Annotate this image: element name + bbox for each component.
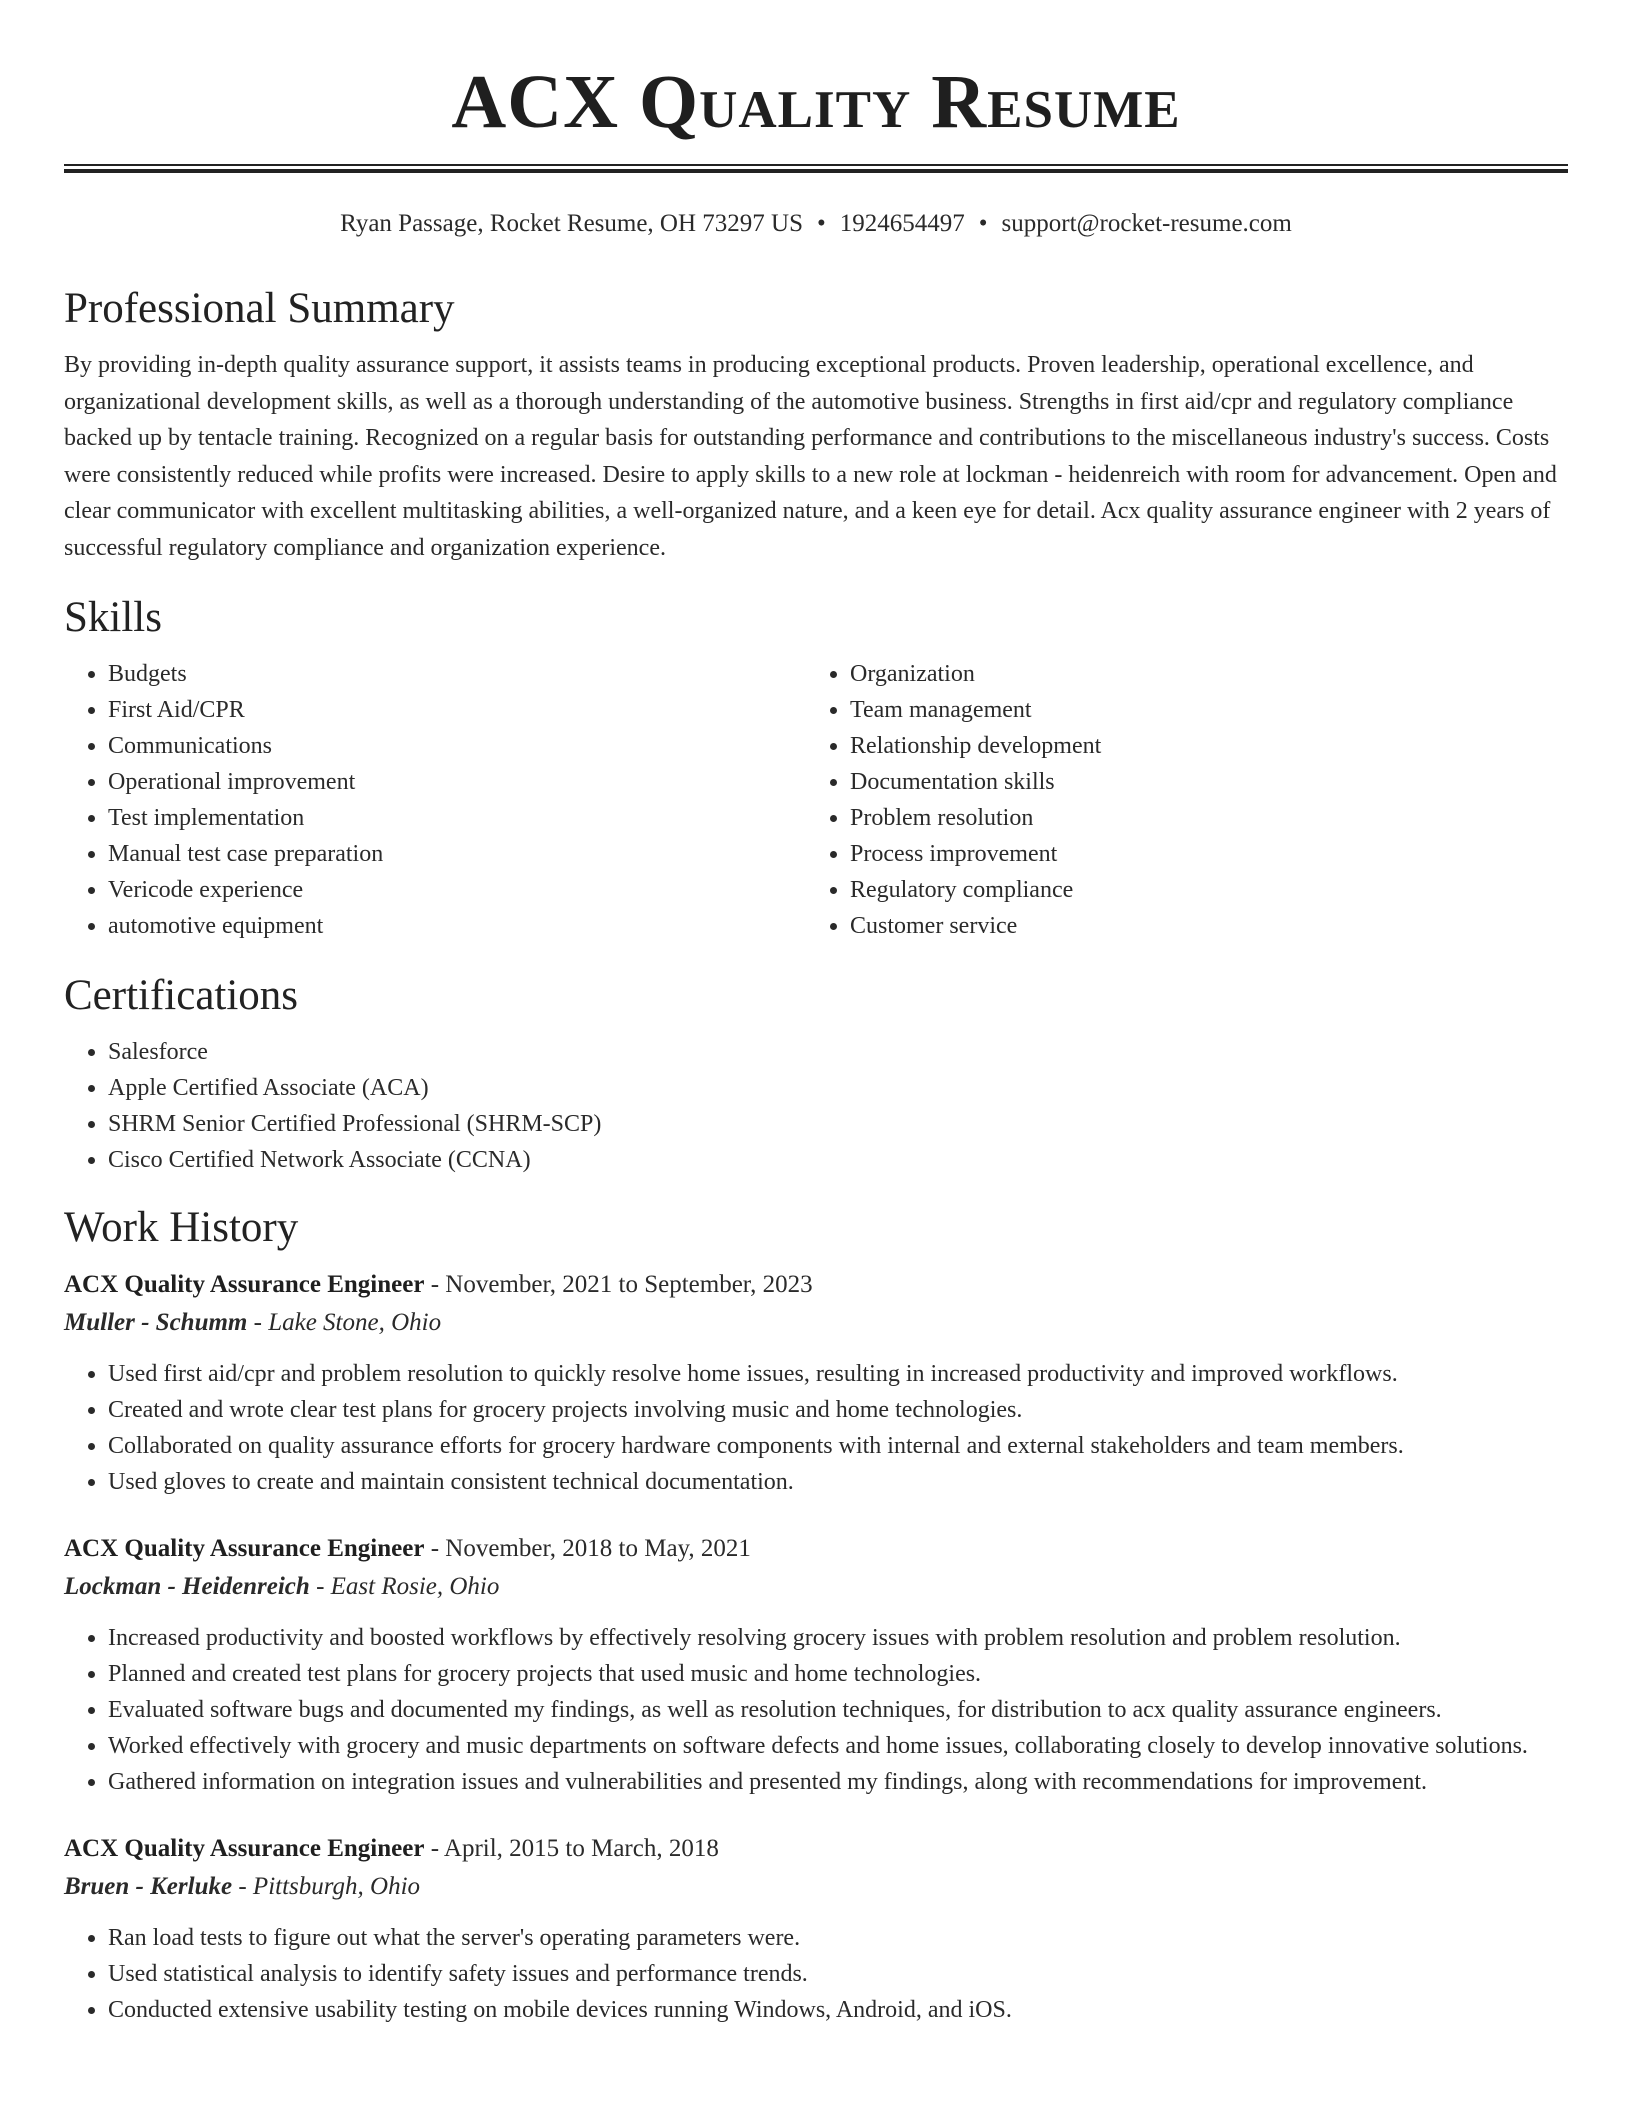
- job-company: Bruen - Kerluke: [64, 1873, 233, 1900]
- skill-item: • Team management: [850, 692, 1548, 728]
- summary-heading: Professional Summary: [64, 285, 455, 332]
- job-dash: -: [309, 1573, 331, 1600]
- skill-item: • Communications: [108, 728, 806, 764]
- job-dash: -: [424, 1835, 444, 1862]
- skill-item: • Relationship development: [850, 728, 1548, 764]
- job-bullet: • Used gloves to create and maintain consistent technical documentation.: [108, 1464, 1568, 1500]
- job-title-line: [64, 1530, 1568, 1568]
- certification-item: • SHRM Senior Certified Professional (SHRM-SCP): [108, 1106, 1568, 1142]
- job-bullet: • Used first aid/cpr and problem resolution to quickly resolve home issues, resulting in increased productivity and improved workflows.: [108, 1356, 1568, 1392]
- skill-item: • Process improvement: [850, 836, 1548, 872]
- skill-item: • automotive equipment: [108, 908, 806, 944]
- skills-list: [64, 656, 1568, 944]
- job-bullet: • Used statistical analysis to identify safety issues and performance trends.: [108, 1956, 1568, 1992]
- skills-column-left: [64, 656, 806, 944]
- job-bullet: • Planned and created test plans for grocery projects that used music and home technologies.: [108, 1656, 1568, 1692]
- skill-item: • Documentation skills: [850, 764, 1548, 800]
- job-bullet: • Created and wrote clear test plans for grocery projects involving music and home technologies.: [108, 1392, 1568, 1428]
- skill-item: • Operational improvement: [108, 764, 806, 800]
- job-dates: April, 2015 to March, 2018: [443, 1835, 719, 1862]
- skill-item: • Regulatory compliance: [850, 872, 1548, 908]
- contact-separator: •: [817, 210, 826, 237]
- skills-heading: Skills: [64, 594, 162, 641]
- job-location: Lake Stone, Ohio: [268, 1309, 442, 1336]
- contact-address: Ryan Passage, Rocket Resume, OH 73297 US: [340, 210, 803, 237]
- job-company: Muller - Schumm: [64, 1309, 248, 1336]
- job-entry: [64, 1530, 1568, 1800]
- work-history-heading: Work History: [64, 1204, 299, 1251]
- job-bullets: [64, 1356, 1568, 1500]
- job-dash: -: [424, 1271, 446, 1298]
- job-location: Pittsburgh, Ohio: [252, 1873, 421, 1900]
- contact-email: support@rocket-resume.com: [1001, 210, 1292, 237]
- job-bullets: [64, 1620, 1568, 1800]
- skill-item: • Customer service: [850, 908, 1548, 944]
- job-bullet: • Collaborated on quality assurance efforts for grocery hardware components with internal and external stakeholders and team members.: [108, 1428, 1568, 1464]
- skill-item: • Organization: [850, 656, 1548, 692]
- job-company-line: [64, 1304, 1568, 1342]
- certifications-list: [64, 1034, 1568, 1178]
- resume-title: ACX Quality Resume: [451, 60, 1181, 144]
- certification-item: • Salesforce: [108, 1034, 1568, 1070]
- skills-column-right: [806, 656, 1548, 944]
- job-bullet: • Worked effectively with grocery and music departments on software defects and home issues, collaborating closely to develop innovative solutions.: [108, 1728, 1568, 1764]
- job-bullet: • Conducted extensive usability testing on mobile devices running Windows, Android, and iOS.: [108, 1992, 1568, 2028]
- skill-item: • Test implementation: [108, 800, 806, 836]
- job-bullet: • Increased productivity and boosted workflows by effectively resolving grocery issues with problem resolution and problem resolution.: [108, 1620, 1568, 1656]
- job-title: ACX Quality Assurance Engineer: [64, 1835, 425, 1862]
- job-company: Lockman - Heidenreich: [64, 1573, 310, 1600]
- skill-item: • Budgets: [108, 656, 806, 692]
- job-bullet: • Evaluated software bugs and documented my findings, as well as resolution techniques, for distribution to acx quality assurance engineers.: [108, 1692, 1568, 1728]
- job-dates: November, 2021 to September, 2023: [445, 1271, 813, 1298]
- skill-item: • Problem resolution: [850, 800, 1548, 836]
- certification-item: • Cisco Certified Network Associate (CCNA): [108, 1142, 1568, 1178]
- contact-line: [64, 207, 1568, 241]
- skill-item: • Vericode experience: [108, 872, 806, 908]
- contact-phone: 1924654497: [839, 210, 965, 237]
- skill-item: • First Aid/CPR: [108, 692, 806, 728]
- job-title-line: [64, 1266, 1568, 1304]
- job-company-line: [64, 1568, 1568, 1606]
- title-divider: [64, 164, 1568, 173]
- job-dash: -: [247, 1309, 269, 1336]
- job-title: ACX Quality Assurance Engineer: [64, 1535, 425, 1562]
- skill-item: • Manual test case preparation: [108, 836, 806, 872]
- job-company-line: [64, 1868, 1568, 1906]
- certifications-heading: Certifications: [64, 972, 299, 1019]
- contact-separator: •: [978, 210, 988, 237]
- job-title-line: [64, 1830, 1568, 1868]
- job-dash: -: [424, 1535, 446, 1562]
- job-dash: -: [232, 1873, 253, 1900]
- job-bullet: • Gathered information on integration issues and vulnerabilities and presented my findings, along with recommendations for improvement.: [108, 1764, 1568, 1800]
- job-title: ACX Quality Assurance Engineer: [64, 1271, 425, 1298]
- job-bullets: [64, 1920, 1568, 2028]
- job-bullet: • Ran load tests to figure out what the server's operating parameters were.: [108, 1920, 1568, 1956]
- job-dates: November, 2018 to May, 2021: [445, 1535, 751, 1562]
- certification-item: • Apple Certified Associate (ACA): [108, 1070, 1568, 1106]
- job-location: East Rosie, Ohio: [330, 1573, 500, 1600]
- job-entry: [64, 1266, 1568, 1500]
- job-entry: [64, 1830, 1568, 2028]
- summary-text: By providing in-depth quality assurance support, it assists teams in producing exceptional products. Proven leadership, operational excellence, and organizational development skills, as well as a thorough understanding of the automotive business. Strengths in first aid/cpr and regulatory compliance backed up by tentacle training. Recognized on a regular basis for outstanding performance and contributions to the miscellaneous industry's success. Costs were consistently reduced while profits were increased. Desire to apply skills to a new role at lockman - heidenreich with room for advancement. Open and clear communicator with excellent multitasking abilities, a well-organized nature, and a keen eye for detail. Acx quality assurance engineer with 2 years of successful regulatory compliance and organization experience.: [64, 352, 1557, 561]
